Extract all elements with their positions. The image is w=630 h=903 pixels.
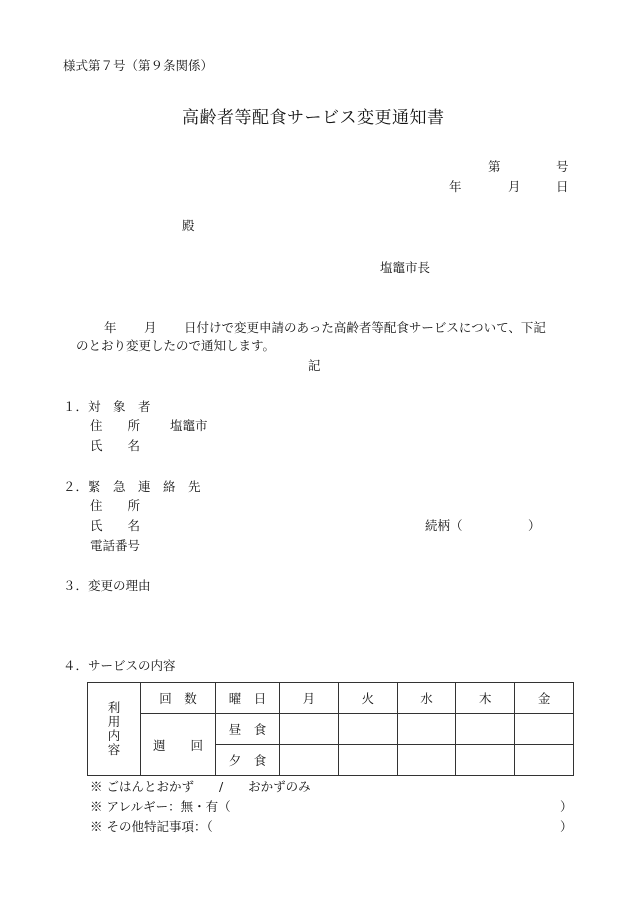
lunch-fri [515, 714, 574, 745]
body-month: 月 [144, 320, 157, 335]
page-title: 高齢者等配食サービス変更通知書 [182, 108, 445, 128]
day-fri: 金 [515, 683, 574, 714]
dinner-mon [280, 745, 339, 776]
day-tue: 火 [338, 683, 397, 714]
day-wed: 水 [397, 683, 456, 714]
day-thu: 木 [456, 683, 515, 714]
section1-heading: １．対 象 者 [63, 399, 151, 414]
note-allergy: ※ アレルギー：無・有（ [90, 799, 231, 814]
lunch-mon [280, 714, 339, 745]
body-year: 年 [104, 320, 117, 335]
section2-relation-label: 続柄（ [425, 518, 463, 533]
section1-name-label: 氏 名 [90, 438, 141, 453]
section4-heading: ４．サービスの内容 [63, 658, 176, 673]
body-line1: 日付けで変更申請のあった高齢者等配食サービスについて、下記 [184, 320, 546, 335]
addressee-suffix: 殿 [182, 218, 195, 233]
weekly-count-cell: 週 回 [141, 714, 216, 776]
date-month: 月 [508, 179, 521, 194]
lunch-thu [456, 714, 515, 745]
date-day: 日 [556, 179, 569, 194]
doc-no-dai: 第 [488, 159, 501, 174]
dinner-label: 夕 食 [216, 745, 280, 776]
day-mon: 月 [280, 683, 339, 714]
section2-name-label: 氏 名 [90, 518, 141, 533]
lunch-wed [397, 714, 456, 745]
lunch-tue [338, 714, 397, 745]
ki-label: 記 [308, 358, 321, 373]
section2-heading: ２．緊 急 連 絡 先 [63, 479, 201, 494]
issuer: 塩竈市長 [380, 260, 431, 275]
dinner-thu [456, 745, 515, 776]
note-other: ※ その他特記事項：（ [90, 819, 213, 834]
date-year: 年 [449, 179, 462, 194]
count-header: 回 数 [141, 683, 216, 714]
section1-address-label: 住 所 [90, 418, 141, 433]
note-other-close: ） [560, 819, 573, 834]
day-header: 曜 日 [216, 683, 280, 714]
section2-address-label: 住 所 [90, 498, 141, 513]
usage-content-label: 利 用 内 容 [88, 683, 141, 776]
lunch-label: 昼 食 [216, 714, 280, 745]
dinner-fri [515, 745, 574, 776]
section2-relation-close: ） [528, 518, 541, 533]
note-allergy-close: ） [560, 799, 573, 814]
section2-phone-label: 電話番号 [90, 538, 141, 553]
section1-address-value: 塩竈市 [170, 418, 208, 433]
doc-no-go: 号 [556, 159, 569, 174]
service-table [87, 682, 574, 776]
note-meal-type: ※ ごはんとおかず / おかずのみ [90, 779, 311, 794]
dinner-wed [397, 745, 456, 776]
form-number: 様式第７号（第９条関係） [63, 58, 214, 73]
body-line2: のとおり変更したので通知します。 [76, 338, 276, 353]
section3-heading: ３．変更の理由 [63, 578, 151, 593]
dinner-tue [338, 745, 397, 776]
